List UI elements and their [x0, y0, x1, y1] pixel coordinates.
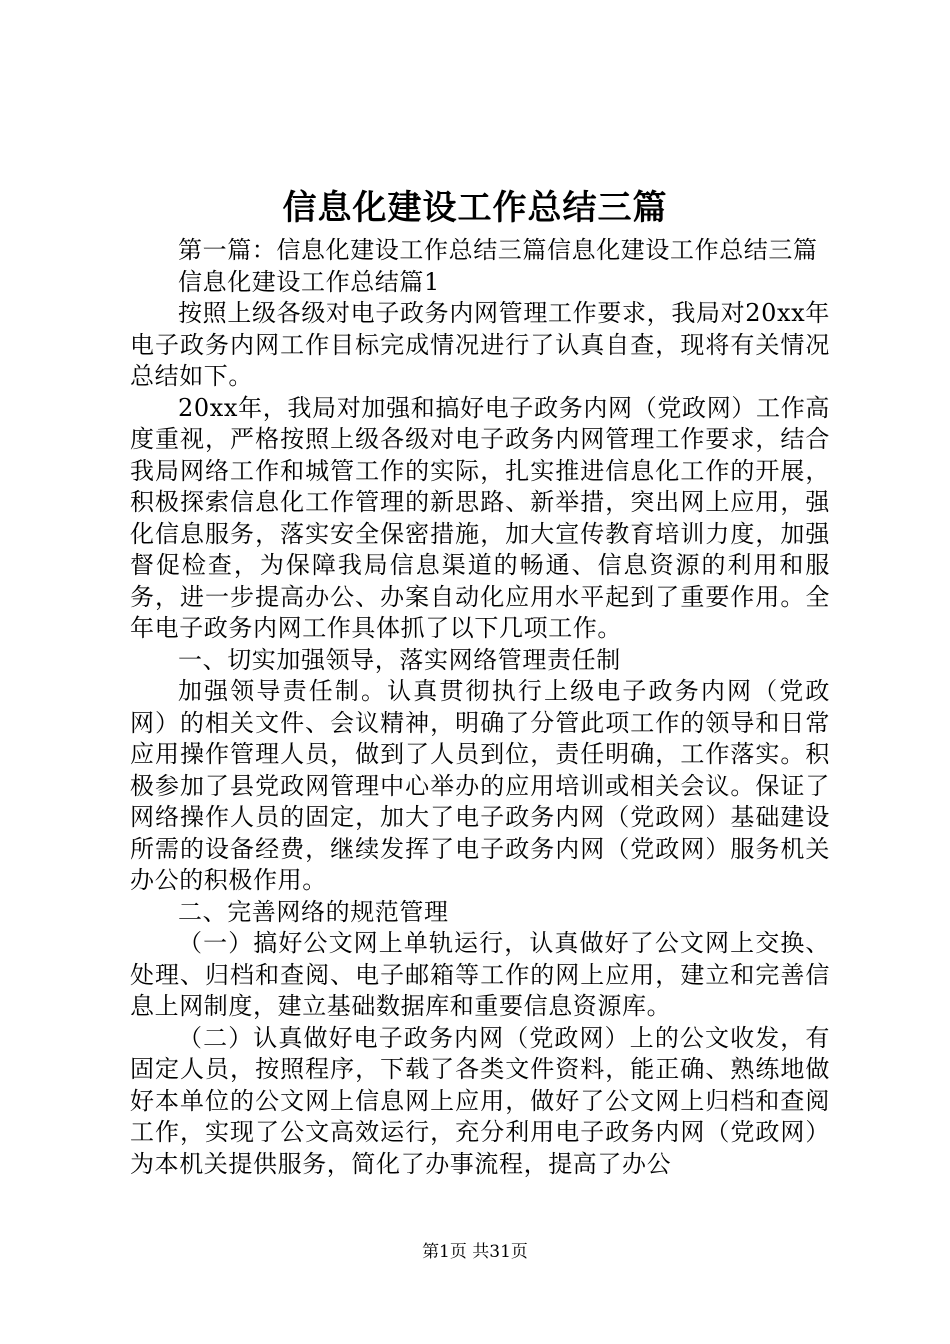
document-body	[130, 235, 830, 1180]
paragraph-item-one: （一）搞好公文网上单轨运行，认真做好了公文网上交换、处理、归档和查阅、电子邮箱等工作的网上应用，建立和完善信息上网制度，建立基础数据库和重要信息资源库。	[130, 929, 830, 1020]
paragraph-subheading-part-one: 信息化建设工作总结篇1	[178, 267, 440, 296]
paragraph-leadership: 加强领导责任制。认真贯彻执行上级电子政务内网（党政网）的相关文件、会议精神，明确了分管此项工作的领导和日常应用操作管理人员，做到了人员到位，责任明确，工作落实。积极参加了县党政网管理中心举办的应用培训或相关会议。保证了网络操作人员的固定，加大了电子政务内网（党政网）基础建设所需的设备经费，继续发挥了电子政务内网（党政网）服务机关办公的积极作用。	[130, 677, 830, 894]
document-title: 信息化建设工作总结三篇	[282, 188, 668, 228]
paragraph-intro: 按照上级各级对电子政务内网管理工作要求，我局对20xx年电子政务内网工作目标完成情况进行了认真自查，现将有关情况总结如下。	[130, 299, 830, 390]
page-number-footer: 第1页 共31页	[422, 1242, 528, 1262]
section-heading-one: 一、切实加强领导，落实网络管理责任制	[178, 645, 621, 674]
paragraph-overview: 20xx年，我局对加强和搞好电子政务内网（党政网）工作高度重视，严格按照上级各级对电子政务内网管理工作要求，结合我局网络工作和城管工作的实际，扎实推进信息化工作的开展，积极探索信息化工作管理的新思路、新举措，突出网上应用，强化信息服务，落实安全保密措施，加大宣传教育培训力度，加强督促检查，为保障我局信息渠道的畅通、信息资源的利用和服务，进一步提高办公、办案自动化应用水平起到了重要作用。全年电子政务内网工作具体抓了以下几项工作。	[130, 393, 830, 642]
section-heading-two: 二、完善网络的规范管理	[178, 897, 449, 926]
paragraph-item-two: （二）认真做好电子政务内网（党政网）上的公文收发，有固定人员，按照程序，下载了各类文件资料，能正确、熟练地做好本单位的公文网上信息网上应用，做好了公文网上归档和查阅工作，实现了公文高效运行，充分利用电子政务内网（党政网）为本机关提供服务，简化了办事流程，提高了办公	[130, 1023, 830, 1178]
paragraph-heading-part-one: 第一篇：信息化建设工作总结三篇信息化建设工作总结三篇	[178, 236, 818, 264]
